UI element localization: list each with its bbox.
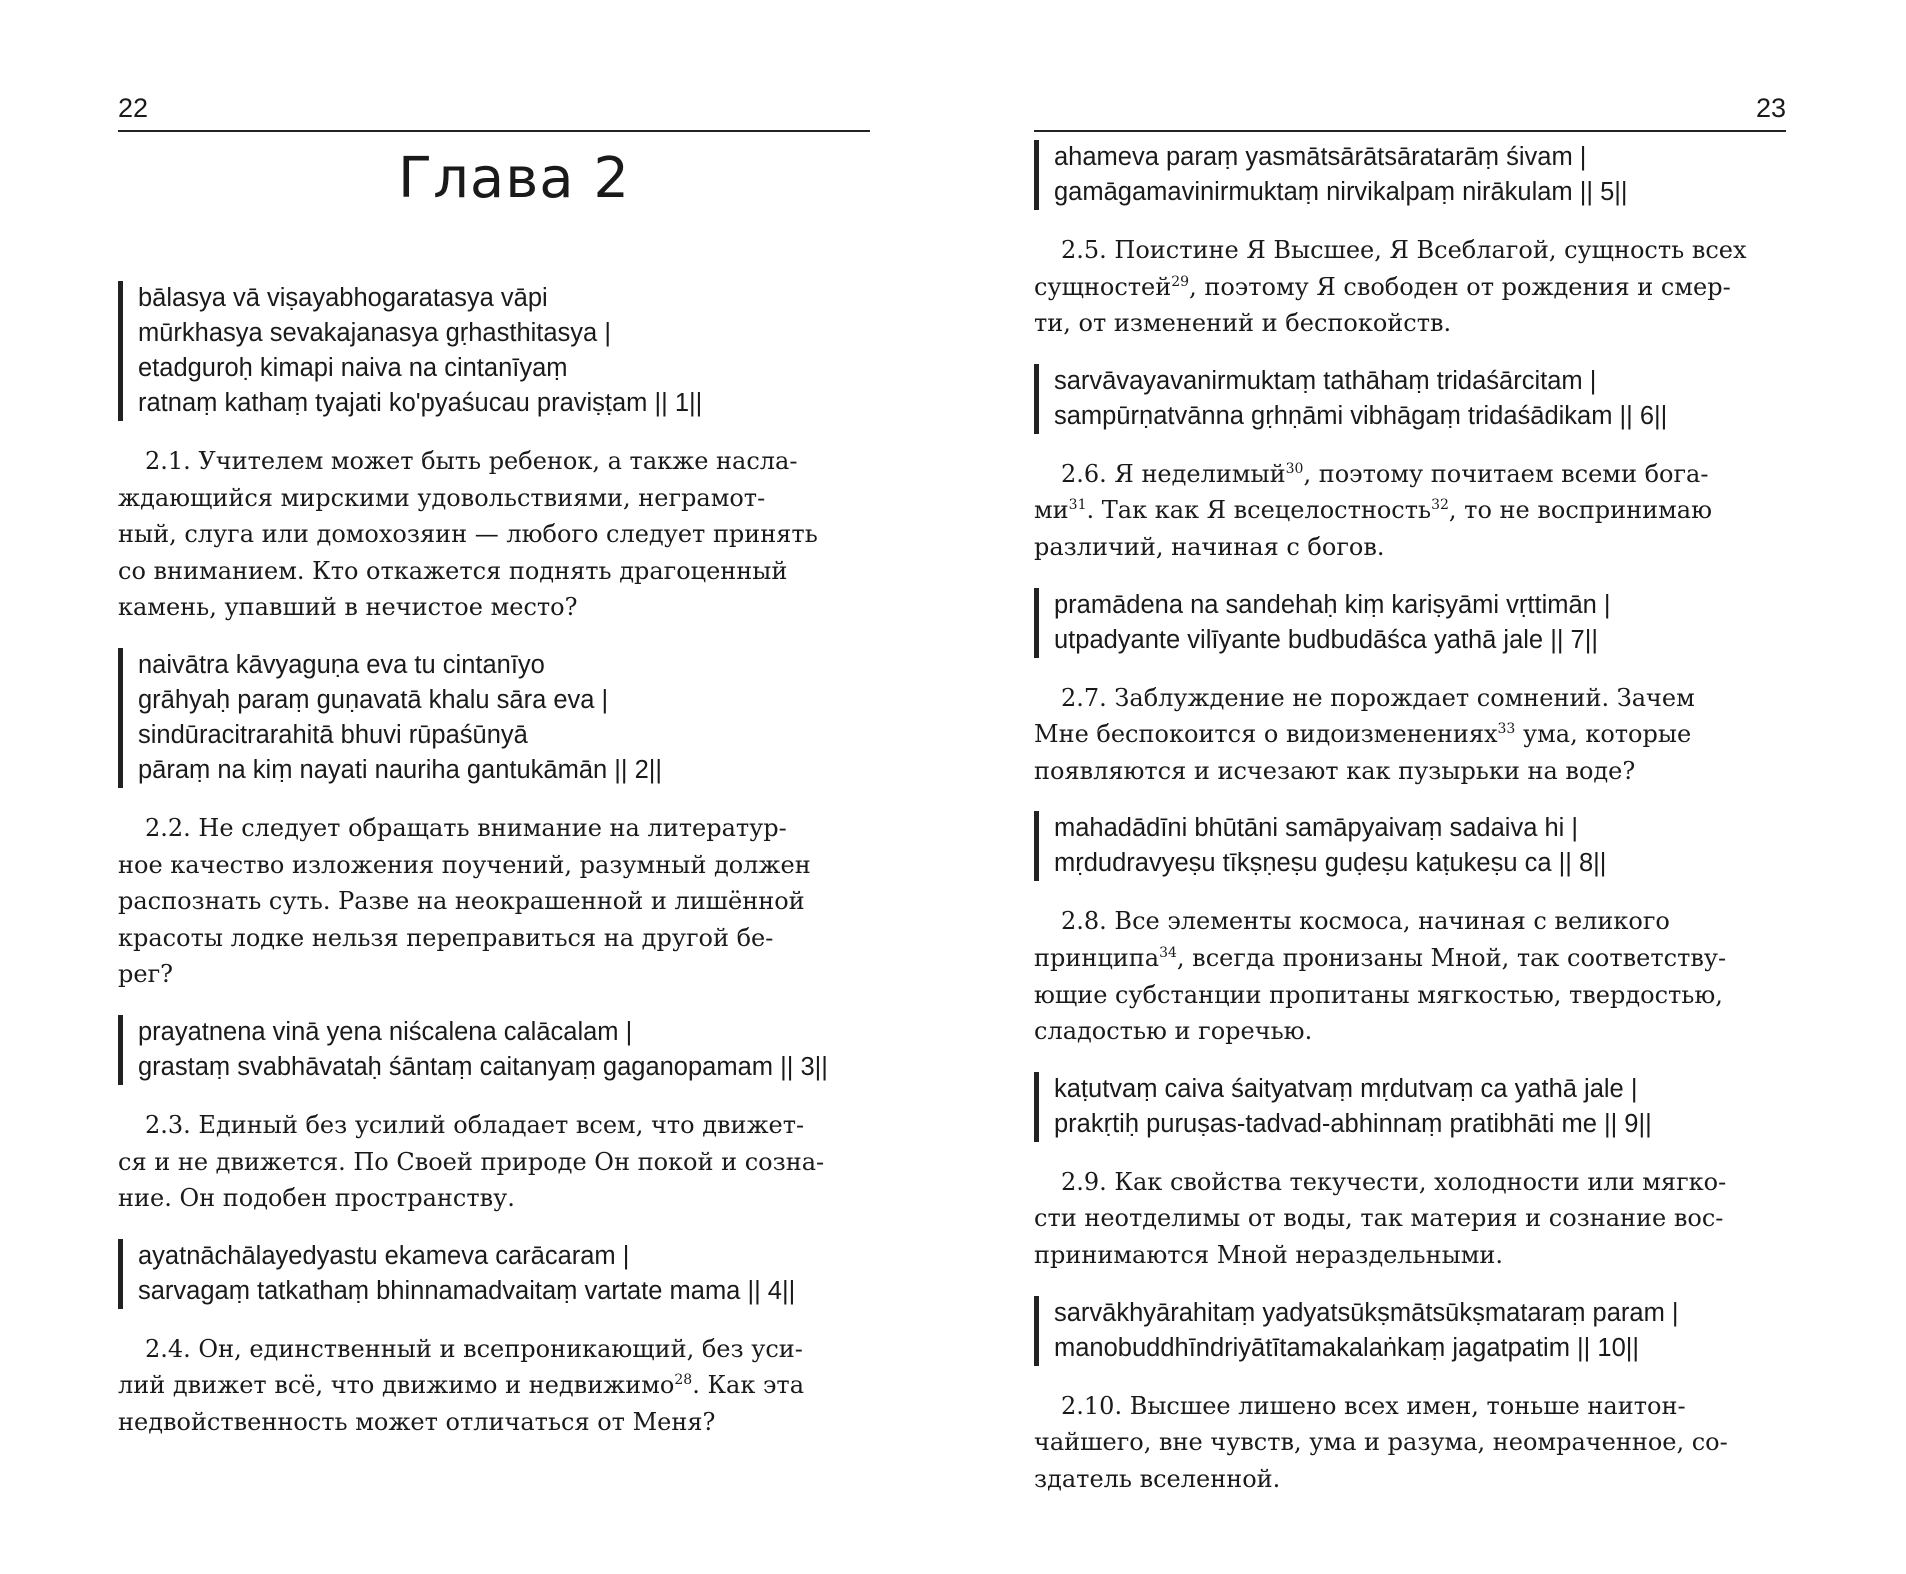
verse-line: grastaṃ svabhāvataḥ śāntaṃ caitanyaṃ gaganopamam || 3|| — [138, 1052, 828, 1081]
para-text: , поэтому почитаем всеми бога- ми — [1034, 459, 1709, 525]
translation-2-6 — [1034, 456, 1786, 566]
translation-2-9: 2.9. Как свойства текучести, холодности или мягко- сти неотделимы от воды, так материя и сознание вос- принимаются Мной нераздельными. — [1034, 1167, 1727, 1269]
footnote-ref[interactable]: 31 — [1068, 497, 1087, 514]
verse-line: pāraṃ na kiṃ nayati nauriha gantukāmān || 2|| — [138, 755, 663, 784]
translation-2-3: 2.3. Единый без усилий обладает всем, что движет- ся и не движется. По Своей природе Он покой и созна- ние. Он подобен пространству. — [118, 1110, 825, 1213]
para-text: 2.7. Заблуждение не порождает сомнений. Зачем Мне беспокоится о видоизменениях — [1034, 683, 1695, 749]
verse-line: mūrkhasya sevakajanasya gṛhasthitasya | — [138, 319, 611, 347]
verse-line: sampūrṇatvānna gṛhṇāmi vibhāgaṃ tridaśādikam || 6|| — [1054, 401, 1668, 430]
para-text: , всегда пронизаны Мной, так соответству- ющие субстанции пропитаны мягкостью, твердостью, сладостью и горечью. — [1034, 943, 1727, 1046]
verse-line: ratnaṃ kathaṃ tyajati ko'pyaśucau praviṣṭam || 1|| — [138, 389, 703, 417]
right-page — [1034, 0, 1786, 1574]
translation-2-2: 2.2. Не следует обращать внимание на литератур- ное качество изложения поучений, разумный должен распознать суть. Разве на неокрашенной и лишённой красоты лодке нельзя переправиться на другой бе- рег? — [118, 813, 811, 989]
verse-line: kaṭutvaṃ caiva śaityatvaṃ mṛdutvaṃ ca yathā jale | — [1054, 1074, 1638, 1103]
verse-line: ayatnāchālayedyastu ekameva carācaram | — [138, 1241, 630, 1270]
translation-2-8 — [1034, 903, 1786, 1049]
sanskrit-verse-9 — [1034, 1072, 1786, 1142]
footnote-ref[interactable]: 28 — [674, 1372, 693, 1389]
translation-2-7 — [1034, 680, 1786, 790]
verse-line: bālasya vā viṣayabhogaratasya vāpi — [138, 284, 548, 312]
para-text: 2.8. Все элементы космоса, начиная с великого принципа — [1034, 907, 1670, 972]
verse-line: etadguroḥ kimapi naiva na cintanīyaṃ — [138, 354, 568, 382]
page-number: 22 — [118, 93, 149, 123]
verse-line: prakṛtiḥ puruṣas-tadvad-abhinnaṃ pratibhāti me || 9|| — [1054, 1109, 1652, 1138]
verse-line: prayatnena vinā yena niścalena calācalam | — [138, 1017, 633, 1046]
verse-line: sindūracitrarahitā bhuvi rūpaśūnyā — [138, 720, 528, 749]
para-text: 2.4. Он, единственный и всепроникающий, без уси- лий движет всё, что движимо и недвижимо — [118, 1334, 803, 1400]
verse-line: sarvākhyārahitaṃ yadyatsūkṣmātsūkṣmataraṃ param | — [1054, 1298, 1679, 1327]
translation-2-4 — [118, 1331, 870, 1441]
footnote-ref[interactable]: 29 — [1171, 273, 1190, 290]
left-page — [118, 0, 870, 1574]
sanskrit-verse-5 — [1034, 140, 1786, 210]
verse-line: utpadyante vilīyante budbudāśca yathā jale || 7|| — [1054, 625, 1598, 654]
verse-line: pramādena na sandehaḥ kiṃ kariṣyāmi vṛttimān | — [1054, 590, 1611, 619]
footnote-ref[interactable]: 32 — [1431, 497, 1449, 514]
translation-2-5 — [1034, 232, 1786, 342]
sanskrit-verse-6 — [1034, 364, 1786, 434]
verse-line: sarvagaṃ tatkathaṃ bhinnamadvaitaṃ vartate mama || 4|| — [138, 1276, 796, 1305]
verse-line: ahameva paraṃ yasmātsārātsāratarāṃ śivam | — [1054, 143, 1587, 171]
verse-line: manobuddhīndriyātītamakalaṅkaṃ jagatpatim || 10|| — [1054, 1333, 1639, 1362]
sanskrit-verse-3 — [118, 1015, 870, 1085]
sanskrit-verse-8 — [1034, 811, 1786, 881]
sanskrit-verse-1 — [118, 281, 870, 421]
verse-line: gamāgamavinirmuktaṃ nirvikalpaṃ nirākulam || 5|| — [1054, 178, 1628, 206]
para-text: 2.5. Поистине Я Высшее, Я Всеблагой, сущность всех сущностей — [1034, 236, 1747, 301]
verse-line: mahadādīni bhūtāni samāpyaivaṃ sadaiva hi | — [1054, 814, 1579, 843]
chapter-title: Глава 2 — [397, 146, 630, 211]
sanskrit-verse-10 — [1034, 1296, 1786, 1366]
verse-line: sarvāvayavanirmuktaṃ tathāhaṃ tridaśārcitam | — [1054, 366, 1597, 395]
left-page-header — [118, 0, 870, 132]
verse-line: mṛdudravyeṣu tīkṣṇeṣu guḍeṣu kaṭukeṣu ca || 8|| — [1054, 849, 1607, 878]
translation-2-10: 2.10. Высшее лишено всех имен, тоньше наитон- чайшего, вне чувств, ума и разума, неомраченное, со- здатель вселенной. — [1034, 1391, 1728, 1493]
page-number: 23 — [1755, 93, 1786, 123]
para-text: , то не воспринимаю различий, начиная с богов. — [1034, 496, 1712, 561]
verse-line: naivātra kāvyaguṇa eva tu cintanīyo — [138, 650, 545, 679]
right-page-header — [1034, 0, 1786, 132]
sanskrit-verse-7 — [1034, 588, 1786, 658]
footnote-ref[interactable]: 33 — [1497, 721, 1516, 738]
para-text: . Как эта недвойственность может отличаться от Меня? — [118, 1371, 805, 1436]
translation-2-1: 2.1. Учителем может быть ребенок, а также насла- ждающийся мирскими удовольствиями, неграмот- ный, слуга или домохозяин — любого следует принять со вниманием. Кто откажется поднять драгоценный камень, упавший в нечистое место? — [118, 447, 818, 622]
sanskrit-verse-2 — [118, 648, 870, 788]
footnote-ref[interactable]: 34 — [1159, 944, 1177, 961]
footnote-ref[interactable]: 30 — [1285, 460, 1304, 477]
para-text: , поэтому Я свободен от рождения и смер- ти, от изменений и беспокойств. — [1034, 272, 1731, 338]
sanskrit-verse-4 — [118, 1239, 870, 1309]
verse-line: grāhyaḥ paraṃ guṇavatā khalu sāra eva | — [138, 685, 609, 714]
para-text: . Так как Я всецелостность — [1086, 496, 1432, 525]
para-text: ума, которые появляются и исчезают как пузырьки на воде? — [1034, 720, 1692, 785]
para-text: 2.6. Я неделимый — [1061, 459, 1286, 488]
